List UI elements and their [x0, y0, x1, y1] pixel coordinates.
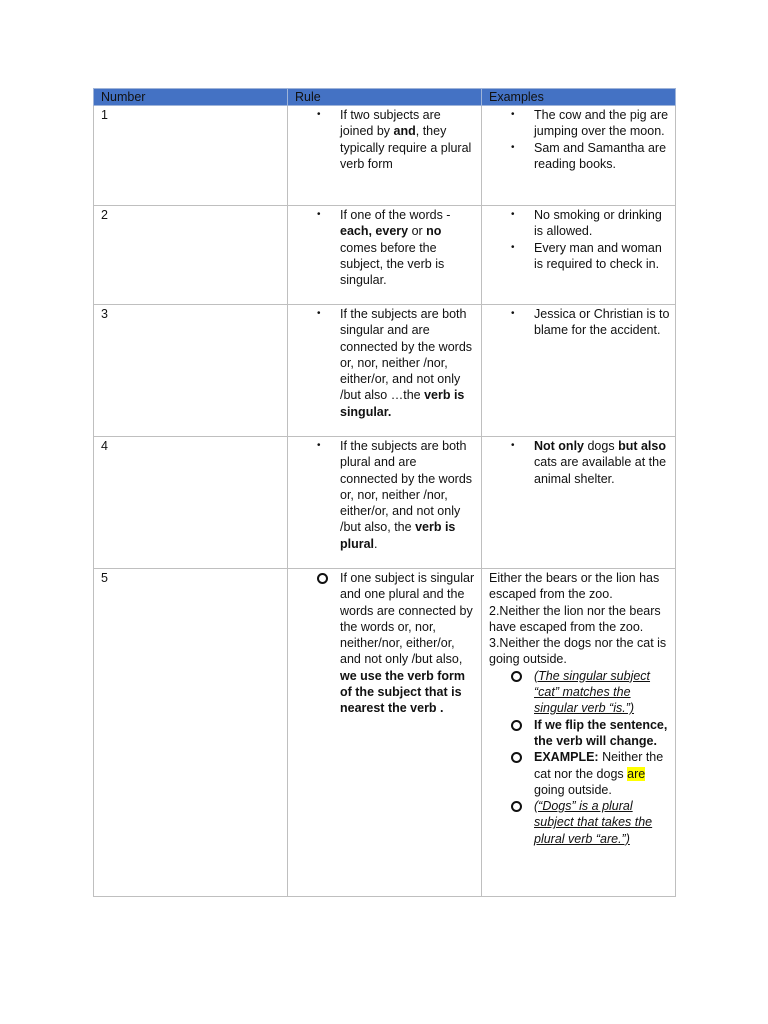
circle-bullet-icon	[511, 752, 522, 763]
row-number: 4	[94, 437, 288, 569]
header-examples: Examples	[482, 89, 676, 106]
examples-cell	[482, 437, 676, 569]
circle-bullet-icon	[511, 720, 522, 731]
table-row	[94, 305, 676, 437]
note-bullet: EXAMPLE: Neither the cat nor the dogs are going outside.	[534, 749, 671, 798]
subject-verb-agreement-table	[93, 88, 676, 897]
rule-cell	[288, 305, 482, 437]
row-number: 1	[94, 106, 288, 206]
note-bullet: (The singular subject “cat” matches the singular verb “is.”)	[534, 668, 671, 717]
rule-bullet: • If the subjects are both plural and are connected by the words or, nor, neither /nor, either/or, and not only /but also, the verb is plural.	[340, 438, 477, 552]
header-rule: Rule	[288, 89, 482, 106]
rule-cell	[288, 569, 482, 897]
table-header-row	[94, 89, 676, 106]
examples-cell	[482, 206, 676, 305]
rule-cell	[288, 206, 482, 305]
example-paragraph: 3.Neither the dogs nor the cat is going outside.	[489, 636, 667, 667]
example-bullet: • Every man and woman is required to check in.	[534, 240, 671, 273]
highlighted-verb: are	[627, 766, 646, 781]
rule-cell	[288, 106, 482, 206]
example-bullet: • Jessica or Christian is to blame for the accident.	[534, 306, 671, 339]
rule-bullet: • If one of the words - each, every or no comes before the subject, the verb is singular.	[340, 207, 477, 288]
example-bullet: • Not only dogs but also cats are available at the animal shelter.	[534, 438, 671, 487]
example-bullet: • Sam and Samantha are reading books.	[534, 140, 671, 173]
note-bullet: If we flip the sentence, the verb will change.	[534, 717, 671, 750]
circle-bullet-icon	[511, 671, 522, 682]
circle-bullet-icon	[317, 573, 328, 584]
table-row	[94, 437, 676, 569]
example-bullet: • No smoking or drinking is allowed.	[534, 207, 671, 240]
table-row	[94, 206, 676, 305]
example-paragraph: 2.Neither the lion nor the bears have escaped from the zoo.	[489, 603, 661, 634]
example-bullet: • The cow and the pig are jumping over the moon.	[534, 107, 671, 140]
row-number: 2	[94, 206, 288, 305]
row-number: 5	[94, 569, 288, 897]
examples-cell	[482, 569, 676, 897]
rule-bullet: • If two subjects are joined by and, they typically require a plural verb form	[340, 107, 477, 172]
examples-cell	[482, 305, 676, 437]
row-number: 3	[94, 305, 288, 437]
table-row	[94, 106, 676, 206]
rule-bullet: • If the subjects are both singular and are connected by the words or, nor, neither /nor, either/or, and not only /but also …the verb is singular.	[340, 306, 477, 420]
examples-cell	[482, 106, 676, 206]
circle-bullet-icon	[511, 801, 522, 812]
header-number: Number	[94, 89, 288, 106]
example-paragraph: Either the bears or the lion has escaped from the zoo.	[489, 571, 660, 602]
table-row	[94, 569, 676, 897]
note-bullet: (“Dogs” is a plural subject that takes the plural verb “are.”)	[534, 798, 671, 847]
rule-cell	[288, 437, 482, 569]
rule-bullet: If one subject is singular and one plural and the words are connected by the words or, nor, neither/nor, either/or, and not only /but also, we use the verb form of the subject that is nearest the verb .	[340, 570, 477, 717]
